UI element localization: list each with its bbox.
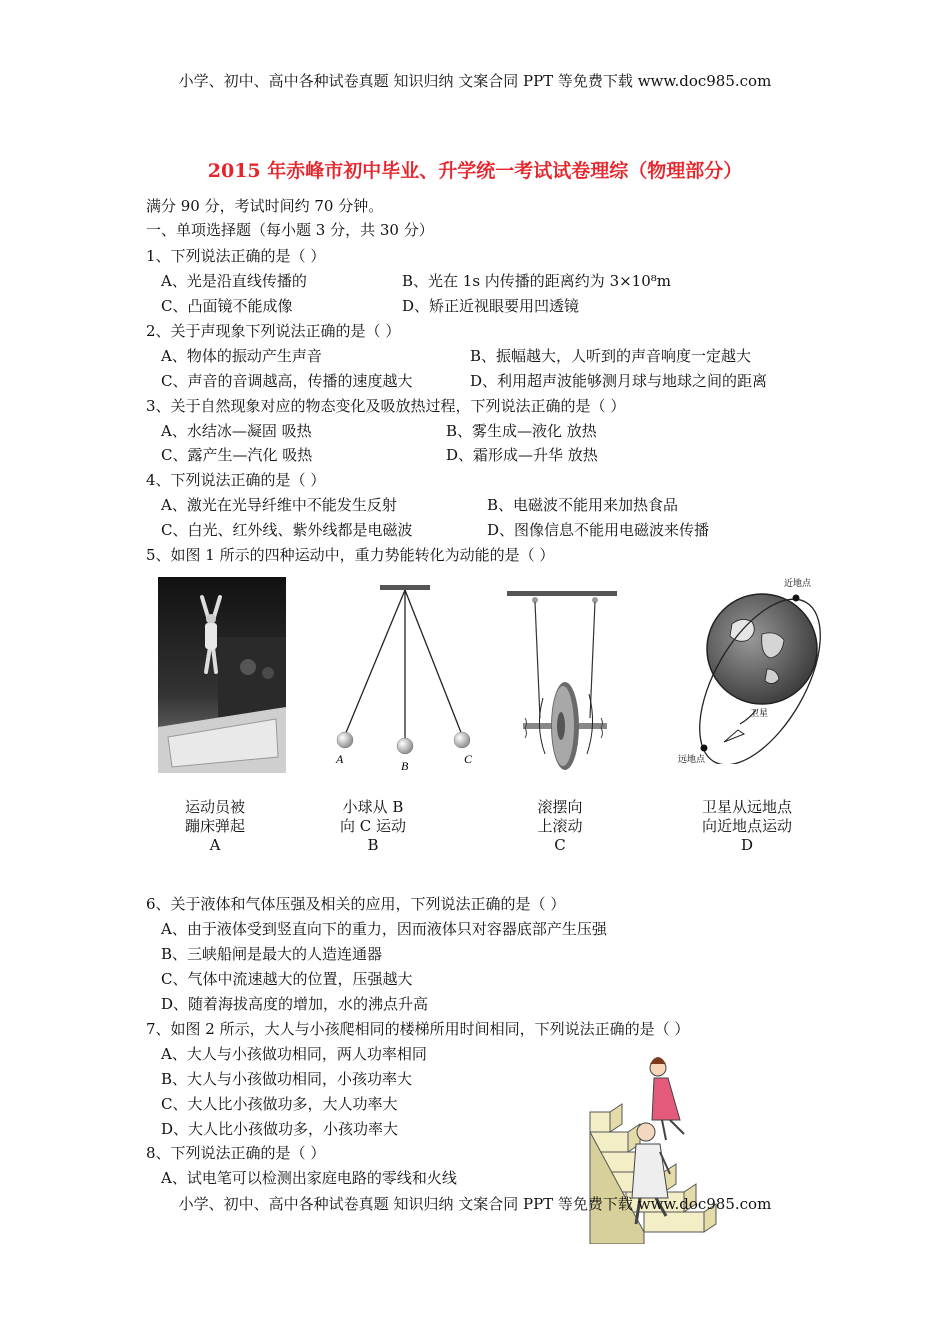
- far-point-label: 远地点: [678, 755, 706, 764]
- caption-c: [500, 798, 620, 855]
- q3-option-a: A、水结冰—凝固 吸热: [161, 422, 312, 440]
- q7-option-b: B、大人与小孩做功相同，小孩功率大: [161, 1070, 413, 1088]
- q7-option-c: C、大人比小孩做功多，大人功率大: [161, 1095, 398, 1113]
- q6-option-d: D、随着海拔高度的增加，水的沸点升高: [161, 995, 429, 1013]
- q2-option-b: B、振幅越大，人听到的声音响度一定越大: [470, 347, 752, 365]
- q6-option-c: C、气体中流速越大的位置，压强越大: [161, 970, 413, 988]
- caption-d-line1: 卫星从远地点: [701, 798, 792, 816]
- q6-option-b: B、三峡船闸是最大的人造连通器: [161, 945, 383, 963]
- caption-b: [313, 798, 433, 855]
- q4-stem: 4、下列说法正确的是（ ）: [146, 471, 326, 489]
- q8-stem: 8、下列说法正确的是（ ）: [146, 1144, 326, 1162]
- pendulum-label-a: A: [336, 752, 344, 766]
- exam-intro: 满分 90 分，考试时间约 70 分钟。: [146, 197, 384, 215]
- figure-b-pendulum: [330, 580, 480, 770]
- q1-option-c: C、凸面镜不能成像: [161, 297, 293, 315]
- caption-c-line2: 上滚动: [537, 817, 583, 835]
- page-header: 小学、初中、高中各种试卷真题 知识归纳 文案合同 PPT 等免费下载 www.doc985.com: [178, 72, 772, 90]
- figure-a-trampoline: [158, 577, 286, 773]
- caption-c-option: C: [554, 836, 566, 854]
- q6-option-a: A、由于液体受到竖直向下的重力，因而液体只对容器底部产生压强: [161, 920, 607, 938]
- caption-b-line1: 小球从 B: [342, 798, 404, 816]
- caption-a: [155, 798, 275, 855]
- q7-stem: 7、如图 2 所示，大人与小孩爬相同的楼梯所用时间相同，下列说法正确的是（ ）: [146, 1020, 690, 1038]
- page-footer: 小学、初中、高中各种试卷真题 知识归纳 文案合同 PPT 等免费下载 www.doc985.com: [178, 1195, 772, 1213]
- q4-option-c: C、白光、红外线、紫外线都是电磁波: [161, 521, 413, 539]
- q1-option-a: A、光是沿直线传播的: [161, 272, 307, 290]
- pendulum-label-c: C: [464, 752, 473, 766]
- q2-option-c: C、声音的音调越高，传播的速度越大: [161, 372, 413, 390]
- q2-option-a: A、物体的振动产生声音: [161, 347, 322, 365]
- caption-b-line2: 向 C 运动: [339, 817, 406, 835]
- q3-option-b: B、雾生成—液化 放热: [446, 422, 597, 440]
- q1-option-d: D、矫正近视眼要用凹透镜: [402, 297, 580, 315]
- q7-option-d: D、大人比小孩做功多，小孩功率大: [161, 1120, 399, 1138]
- caption-d-line2: 向近地点运动: [701, 817, 792, 835]
- figure-c-maxwell-wheel: [503, 588, 621, 770]
- pendulum-label-b: B: [401, 759, 409, 770]
- q1-stem: 1、下列说法正确的是（ ）: [146, 247, 326, 265]
- caption-a-line2: 蹦床弹起: [184, 817, 245, 835]
- caption-a-line1: 运动员被: [184, 798, 245, 816]
- section-heading: 一、单项选择题（每小题 3 分，共 30 分）: [146, 221, 434, 239]
- q4-option-d: D、图像信息不能用电磁波来传播: [487, 521, 710, 539]
- figure-d-satellite-orbit: [672, 574, 832, 764]
- exam-title: 2015 年赤峰市初中毕业、升学统一考试试卷理综（物理部分）: [207, 160, 743, 182]
- q8-option-a: A、试电笔可以检测出家庭电路的零线和火线: [161, 1169, 457, 1187]
- q4-option-b: B、电磁波不能用来加热食品: [487, 496, 679, 514]
- satellite-label: 卫星: [750, 709, 769, 719]
- q3-option-d: D、霜形成—升华 放热: [446, 446, 598, 464]
- q6-stem: 6、关于液体和气体压强及相关的应用，下列说法正确的是（ ）: [146, 895, 566, 913]
- q4-option-a: A、激光在光导纤维中不能发生反射: [161, 496, 397, 514]
- q1-option-b: B、光在 1s 内传播的距离约为 3×10⁸m: [402, 272, 672, 290]
- near-point-label: 近地点: [784, 579, 812, 589]
- q5-stem: 5、如图 1 所示的四种运动中，重力势能转化为动能的是（ ）: [146, 546, 555, 564]
- caption-c-line1: 滚摆向: [537, 798, 583, 816]
- q2-stem: 2、关于声现象下列说法正确的是（ ）: [146, 322, 401, 340]
- caption-d: [687, 798, 807, 855]
- figure-2-stairs: [588, 1048, 748, 1244]
- caption-b-option: B: [367, 836, 379, 854]
- q7-option-a: A、大人与小孩做功相同，两人功率相同: [161, 1045, 427, 1063]
- q3-stem: 3、关于自然现象对应的物态变化及吸放热过程，下列说法正确的是（ ）: [146, 397, 626, 415]
- q2-option-d: D、利用超声波能够测月球与地球之间的距离: [470, 372, 768, 390]
- q3-option-c: C、露产生—汽化 吸热: [161, 446, 313, 464]
- caption-a-option: A: [209, 836, 221, 854]
- caption-d-option: D: [740, 836, 754, 854]
